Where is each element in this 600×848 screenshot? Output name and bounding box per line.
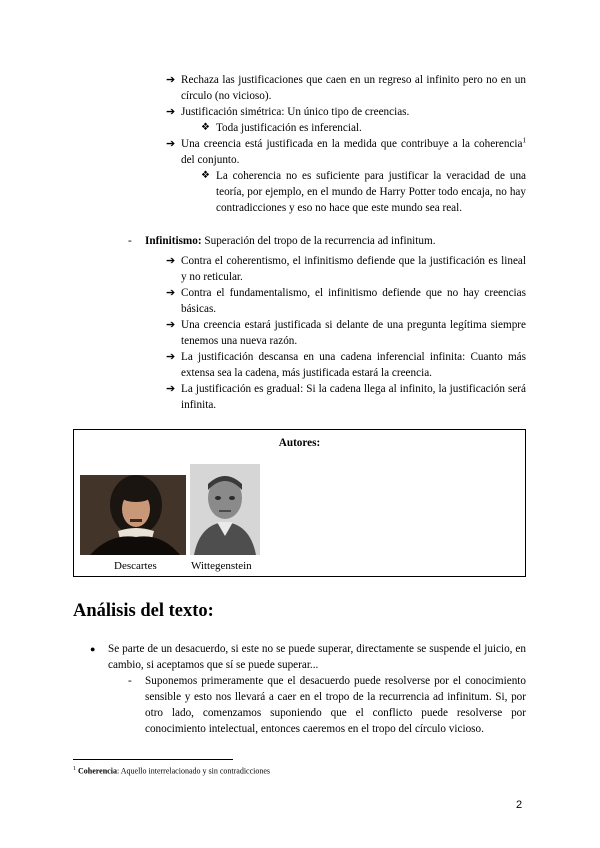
infinitismo-term: Infinitismo: <box>145 235 202 247</box>
analisis-heading: Análisis del texto: <box>73 601 214 621</box>
list-item-fundamentalismo <box>166 285 526 317</box>
list-item-text: Justificación simétrica: Un único tipo de creencias. <box>181 106 410 118</box>
list-item-gradual <box>166 381 526 413</box>
analisis-sub-text: Suponemos primeramente que el desacuerdo puede resolverse por el conocimiento sensible y esto nos llevará a caer en el tropo de la recurrencia ad infinitum. Si, por otro lado, comenzamos suponiendo que el conflicto puede resolverse por conocimiento intelectual, entonces caeremos en el tropo del círculo vicioso. <box>145 675 526 735</box>
diamond-bullet-icon: ❖ <box>201 122 210 133</box>
infinitismo-text: Superación del tropo de la recurrencia ad infinitum. <box>201 235 436 247</box>
arrow-icon: ➔ <box>166 106 176 118</box>
list-item-text: La justificación es gradual: Si la cadena llega al infinito, la justificación será infinita. <box>181 383 526 411</box>
text-after: del conjunto. <box>181 154 240 166</box>
list-item-pregunta <box>166 317 526 349</box>
list-item-text: Contra el coherentismo, el infinitismo defiende que la justificación es lineal y no reticular. <box>181 255 526 283</box>
list-item-coherentismo <box>166 253 526 285</box>
analisis-bullet-item <box>90 641 526 673</box>
list-item-text: Una creencia estará justificada si delante de una pregunta legítima siempre tenemos una nueva razón. <box>181 319 526 347</box>
footnote-ref[interactable]: 1 <box>522 136 526 145</box>
footnote <box>73 764 270 777</box>
autores-box <box>73 429 526 577</box>
arrow-icon: ➔ <box>166 287 176 299</box>
descartes-caption: Descartes <box>114 560 157 572</box>
footnote-separator <box>73 759 233 760</box>
autores-title: Autores: <box>278 437 321 449</box>
diamond-bullet-icon: ❖ <box>201 170 210 181</box>
footnote-text: : Aquello interrelacionado y sin contradicciones <box>116 766 271 776</box>
page-number: 2 <box>516 799 523 811</box>
bullet-icon: ● <box>90 644 96 654</box>
footnote-term: Coherencia <box>78 766 117 776</box>
list-item-simetrica <box>166 104 526 120</box>
sublist-item-harry-potter <box>201 168 526 216</box>
arrow-icon: ➔ <box>166 255 176 267</box>
list-item-regreso <box>166 72 526 104</box>
list-item-cadena <box>166 349 526 381</box>
list-item-text: Rechaza las justificaciones que caen en un regreso al infinito pero no en un círculo (no vicioso). <box>181 74 526 102</box>
list-item-coherencia <box>166 136 526 168</box>
list-item-text <box>181 136 526 168</box>
list-item-text: La justificación descansa en una cadena inferencial infinita: Cuanto más extensa sea la cadena, más justificada estará la creencia. <box>181 351 526 379</box>
list-item-text: La coherencia no es suficiente para justificar la veracidad de una teoría, por ejemplo, en el mundo de Harry Potter todo encaja, no hay contradicciones y eso no hace que este mundo sea real. <box>216 170 526 214</box>
arrow-icon: ➔ <box>166 351 176 363</box>
dash-bullet: - <box>128 675 132 687</box>
text-before: Una creencia está justificada en la medida que contribuye a la coherencia <box>181 138 523 150</box>
arrow-icon: ➔ <box>166 138 176 150</box>
wittgenstein-caption: Wittegenstein <box>191 560 252 572</box>
dash-bullet: - <box>128 235 132 247</box>
descartes-portrait-image <box>80 475 186 555</box>
wittgenstein-portrait-image <box>190 464 260 555</box>
arrow-icon: ➔ <box>166 74 176 86</box>
footnote-number: 1 <box>73 766 76 772</box>
analisis-bullet-text: Se parte de un desacuerdo, si este no se puede superar, directamente se suspende el juicio, en cambio, si aceptamos que sí se puede superar... <box>108 643 526 671</box>
arrow-icon: ➔ <box>166 319 176 331</box>
sublist-item-inferencial <box>201 120 526 136</box>
infinitismo-heading <box>128 233 528 249</box>
analisis-sub-item <box>128 673 526 737</box>
descartes-portrait <box>80 475 186 555</box>
list-item-text: Contra el fundamentalismo, el infinitismo defiende que no hay creencias básicas. <box>181 287 526 315</box>
wittgenstein-portrait <box>190 464 260 555</box>
arrow-icon: ➔ <box>166 383 176 395</box>
list-item-text: Toda justificación es inferencial. <box>216 122 362 134</box>
